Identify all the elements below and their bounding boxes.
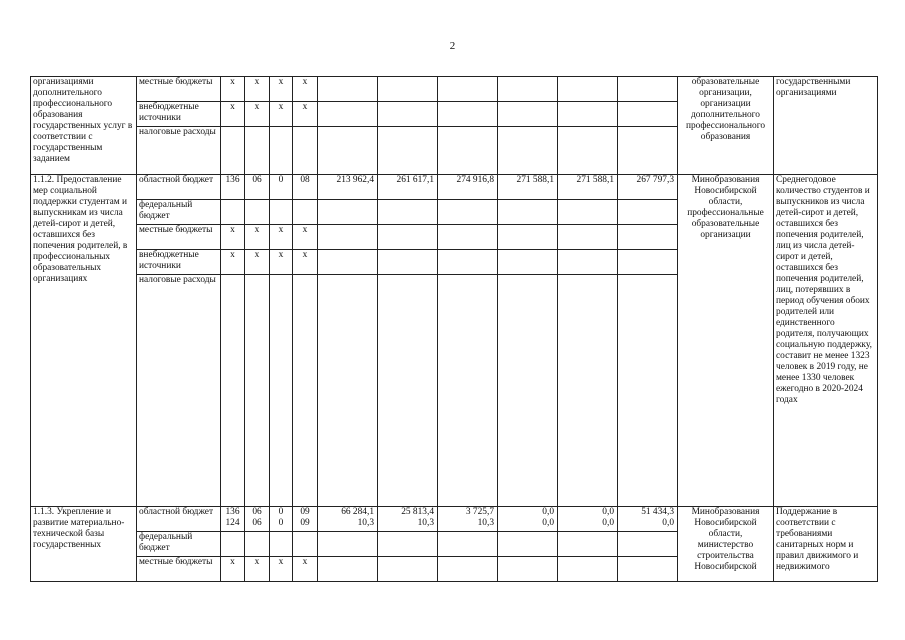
code-cell: x: [245, 225, 270, 250]
value-cell: [378, 77, 438, 102]
code-cell: x: [270, 250, 293, 275]
value-cell: [618, 102, 678, 127]
source-regional: областной бюджет: [137, 507, 221, 532]
value-cell: [438, 102, 498, 127]
value-cell: [498, 102, 558, 127]
value-cell: 261 617,1: [378, 175, 438, 200]
code-cell: 06 06: [245, 507, 270, 532]
value-cell: [318, 102, 378, 127]
code-cell: x: [245, 102, 270, 127]
source-local: местные бюджеты: [137, 557, 221, 582]
value-cell: 0,0 0,0: [498, 507, 558, 532]
source-tax: налоговые расходы: [137, 127, 221, 175]
code-cell: 08: [293, 175, 318, 200]
code-cell: x: [270, 225, 293, 250]
code-cell: x: [293, 77, 318, 102]
activity-name: организациями дополнительного профессионального образования государственных услуг в соответствии с государственным заданием: [31, 77, 137, 175]
result-cell: государственными организациями: [774, 77, 878, 175]
value-cell: [318, 77, 378, 102]
code-cell: 136: [221, 175, 245, 200]
code-cell: 06: [245, 175, 270, 200]
code-cell: 0: [270, 175, 293, 200]
code-cell: x: [293, 557, 318, 582]
value-cell: 3 725,7 10,3: [438, 507, 498, 532]
value-cell: [558, 102, 618, 127]
result-cell: Среднегодовое количество студентов и выпускников из числа детей-сирот и детей, оставшихся без попечения родителей, лиц из числа детей-сирот и детей, оставшихся без попечения родителей, лиц, потерявших в период обучения обоих родителей или единственного родителя, получающих социальную поддержку, составит не менее 1323 человек в 2019 году, не менее 1330 человек ежегодно в 2020-2024 годах: [774, 175, 878, 507]
program-activities-table: [30, 76, 878, 582]
result-cell: Поддержание в соответствии с требованиями санитарных норм и правил движимого и недвижимого: [774, 507, 878, 582]
code-cell: x: [270, 102, 293, 127]
value-cell: 271 588,1: [558, 175, 618, 200]
value-cell: 66 284,1 10,3: [318, 507, 378, 532]
code-cell: x: [293, 102, 318, 127]
code-cell: x: [293, 225, 318, 250]
executor-cell: Минобразования Новосибирской области, профессиональные образовательные организации: [678, 175, 774, 507]
value-cell: 51 434,3 0,0: [618, 507, 678, 532]
code-cell: x: [245, 77, 270, 102]
source-tax: налоговые расходы: [137, 275, 221, 507]
source-regional: областной бюджет: [137, 175, 221, 200]
code-cell: x: [221, 102, 245, 127]
code-cell: x: [221, 77, 245, 102]
code-cell: x: [293, 250, 318, 275]
source-federal: федеральный бюджет: [137, 532, 221, 557]
value-cell: [498, 77, 558, 102]
code-cell: x: [245, 250, 270, 275]
source-local: местные бюджеты: [137, 77, 221, 102]
page-number: 2: [449, 40, 456, 52]
executor-cell: образовательные организации, организации дополнительного профессионального образования: [678, 77, 774, 175]
source-federal: федеральный бюджет: [137, 200, 221, 225]
activity-name: 1.1.3. Укрепление и развитие материально-технической базы государственных: [31, 507, 137, 582]
value-cell: [378, 102, 438, 127]
code-cell: x: [270, 557, 293, 582]
value-cell: 0,0 0,0: [558, 507, 618, 532]
code-cell: 136 124: [221, 507, 245, 532]
source-extrabudget: внебюджетные источники: [137, 102, 221, 127]
executor-cell: Минобразования Новосибирской области, министерство строительства Новосибирской: [678, 507, 774, 582]
code-cell: x: [270, 77, 293, 102]
value-cell: 274 916,8: [438, 175, 498, 200]
code-cell: x: [221, 557, 245, 582]
source-extrabudget: внебюджетные источники: [137, 250, 221, 275]
source-local: местные бюджеты: [137, 225, 221, 250]
code-cell: x: [221, 225, 245, 250]
code-cell: x: [221, 250, 245, 275]
code-cell: 09 09: [293, 507, 318, 532]
code-cell: 0 0: [270, 507, 293, 532]
value-cell: 267 797,3: [618, 175, 678, 200]
value-cell: 271 588,1: [498, 175, 558, 200]
code-cell: x: [245, 557, 270, 582]
value-cell: [618, 77, 678, 102]
value-cell: 213 962,4: [318, 175, 378, 200]
value-cell: [438, 77, 498, 102]
activity-name: 1.1.2. Предоставление мер социальной поддержки студентам и выпускникам из числа детей-сирот и детей, оставшихся без попечения родителей, в профессиональных образовательных организациях: [31, 175, 137, 507]
value-cell: [558, 77, 618, 102]
value-cell: 25 813,4 10,3: [378, 507, 438, 532]
